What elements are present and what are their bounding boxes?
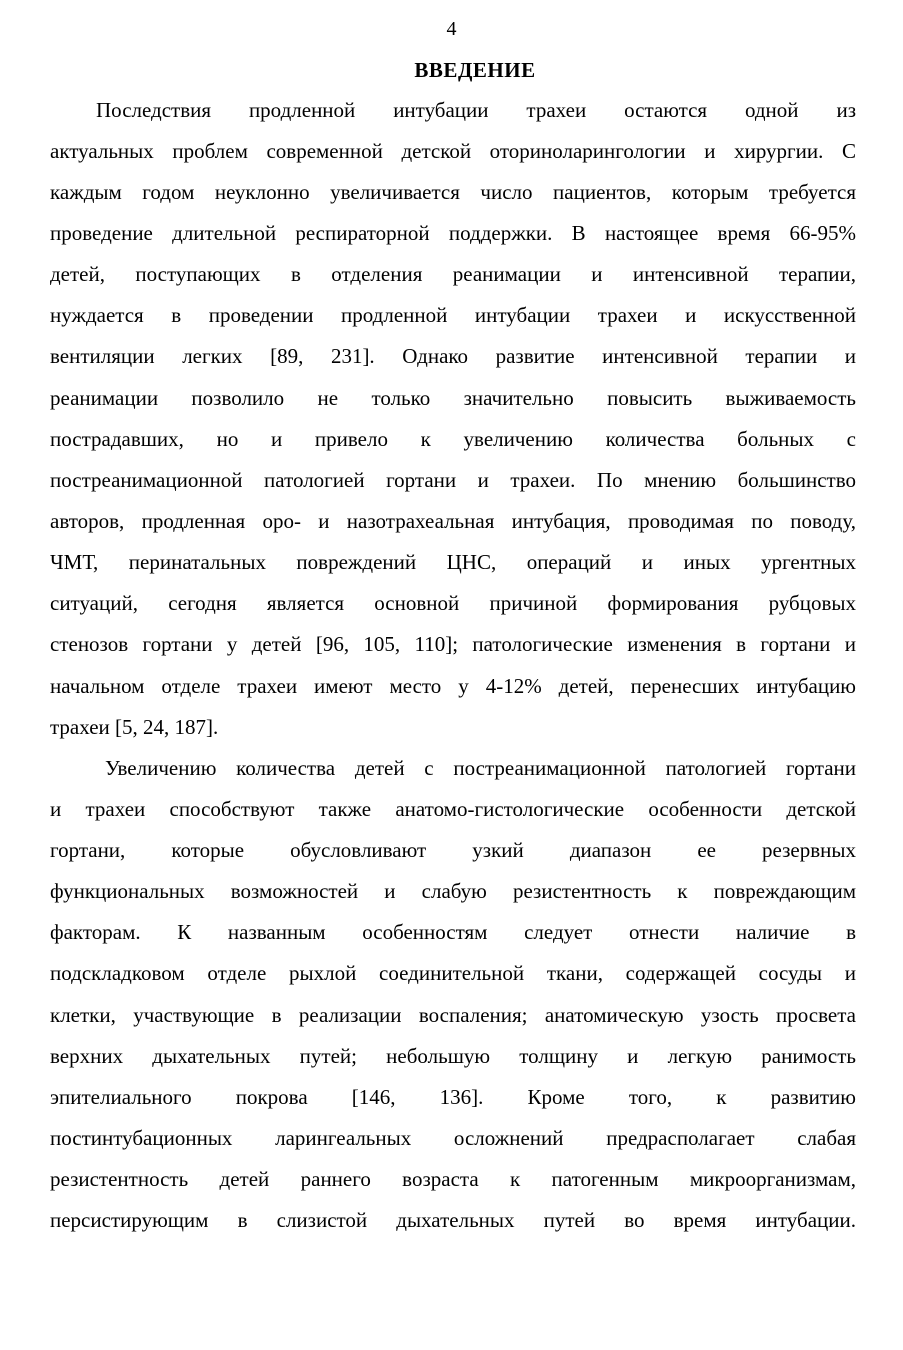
text-line: функциональных возможностей и слабую резистентность к повреждающим <box>50 879 856 903</box>
text-line: реанимации позволило не только значительно повысить выживаемость <box>50 386 856 410</box>
page-number: 4 <box>446 18 457 40</box>
text-line: факторам. К названным особенностям следует отнести наличие в <box>50 920 856 944</box>
text-line: авторов, продленная оро- и назотрахеальная интубация, проводимая по поводу, <box>50 509 856 533</box>
text-line: постинтубационных ларингеальных осложнений предрасполагает слабая <box>50 1126 856 1150</box>
text-line: начальном отделе трахеи имеют место у 4-12% детей, перенесших интубацию <box>50 674 856 698</box>
text-line: детей, поступающих в отделения реанимации и интенсивной терапии, <box>50 262 856 286</box>
text-line: и трахеи способствуют также анатомо-гистологические особенности детской <box>50 797 856 821</box>
text-line: проведение длительной респираторной поддержки. В настоящее время 66-95% <box>50 221 856 245</box>
text-line: Последствия продленной интубации трахеи остаются одной из <box>96 98 856 122</box>
text-line: вентиляции легких [89, 231]. Однако развитие интенсивной терапии и <box>50 344 856 368</box>
text-line: Увеличению количества детей с постреанимационной патологией гортани <box>105 756 856 780</box>
text-line: каждым годом неуклонно увеличивается число пациентов, которым требуется <box>50 180 856 204</box>
text-line: эпителиального покрова [146, 136]. Кроме того, к развитию <box>50 1085 856 1109</box>
text-line: подскладковом отделе рыхлой соединительной ткани, содержащей сосуды и <box>50 961 856 985</box>
text-line: нуждается в проведении продленной интубации трахеи и искусственной <box>50 303 856 327</box>
section-heading: ВВЕДЕНИЕ <box>414 58 536 82</box>
text-line: ситуаций, сегодня является основной причиной формирования рубцовых <box>50 591 856 615</box>
text-line: персистирующим в слизистой дыхательных путей во время интубации. <box>50 1208 856 1232</box>
text-line: трахеи [5, 24, 187]. <box>50 715 219 739</box>
text-line: клетки, участвующие в реализации воспаления; анатомическую узость просвета <box>50 1003 856 1027</box>
text-line: актуальных проблем современной детской оториноларингологии и хирургии. С <box>50 139 856 163</box>
text-line: постреанимационной патологией гортани и трахеи. По мнению большинство <box>50 468 856 492</box>
text-line: пострадавших, но и привело к увеличению количества больных с <box>50 427 856 451</box>
text-line: ЧМТ, перинатальных повреждений ЦНС, операций и иных ургентных <box>50 550 856 574</box>
text-line: верхних дыхательных путей; небольшую толщину и легкую ранимость <box>50 1044 856 1068</box>
text-line: гортани, которые обусловливают узкий диапазон ее резервных <box>50 838 856 862</box>
text-line: стенозов гортани у детей [96, 105, 110]; патологические изменения в гортани и <box>50 632 856 656</box>
text-line: резистентность детей раннего возраста к патогенным микроорганизмам, <box>50 1167 856 1191</box>
